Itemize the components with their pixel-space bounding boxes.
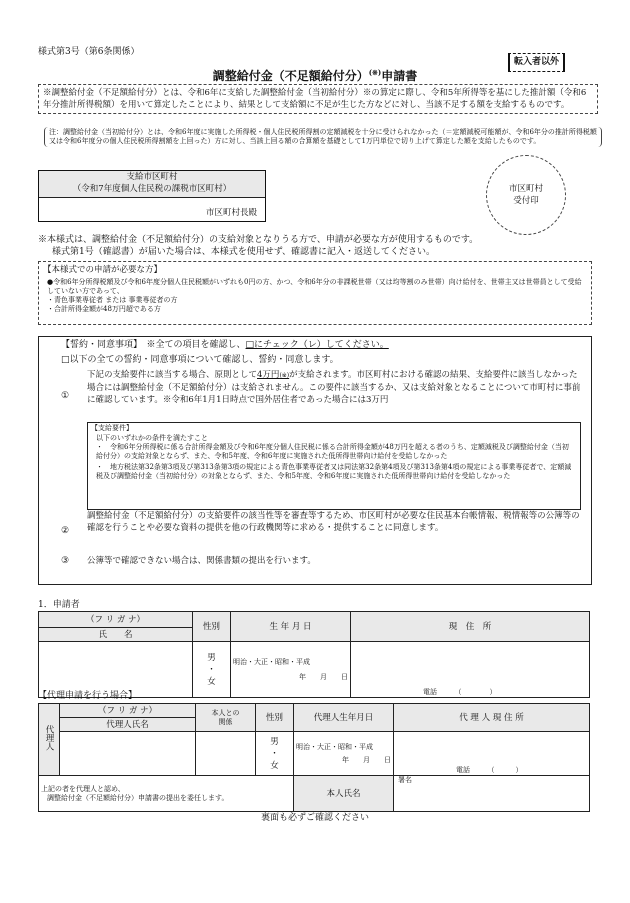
proxy-section-title: 【代理申請を行う場合】 <box>38 691 138 701</box>
proxy-phone[interactable]: 電話 （ ） <box>456 766 523 774</box>
municipality-box <box>38 170 266 222</box>
item-number-3: ③ <box>61 556 70 566</box>
requirements-detail-box <box>87 422 581 510</box>
requirement-box <box>38 261 592 325</box>
delegation-statement: 上記の者を代理人と認め、 調整給付金（不足額給付分）申請書の提出を委任します。 <box>39 776 294 812</box>
requirements-detail-item: ・ 令和6年分所得税に係る合計所得金額及び令和6年度分個人住民税に係る合計所得金額が48万円を超える者のうち、定額減税及び調整給付金（当初給付分）の支給対象とならず、また、令和5年度、令和6年度に実施された低所得世帯向け給付を受給しなかった <box>96 443 569 460</box>
requirements-detail-item: ・ 地方税法第32条第3項及び第313条第3項の規定による青色事業専従者又は同法第32条第4項及び第313条第4項の規定による事業専従者で、定額減税及び調整給付金（当初給付分）の対象とならず、また、令和5年度、令和6年度に実施された低所得世帯向け給付を受給しなかった <box>96 463 572 480</box>
notice-usage: ※本様式は、調整給付金（不足額給付分）の支給対象となりうる方で、申請が必要な方が使用するものです。 <box>38 235 479 245</box>
applicant-birth-field[interactable]: 明治・大正・昭和・平成 年 月 日 <box>231 642 351 698</box>
applicant-section-title: 1．申請者 <box>38 600 80 610</box>
form-number: 様式第3号（第6条関係） <box>38 47 140 57</box>
note: 注：調整給付金（当初給付分）とは、令和6年度に実施した所得税・個人住民税所得割の定額減税を十分に受けられなかった（＝定額減税可能額が、令和6年分の推計所得税額又は令和6年度分の個人住民税所得割額を上回った）方に対し、当該上回る額の合算額を基礎として1万円単位で切り上げて算定した額を支給したものです。 <box>44 127 602 147</box>
requirement-bullet: ・青色事業専従者 または 事業専従者の方 <box>47 296 178 304</box>
mayor-label: 市区町村長殿 <box>205 208 257 218</box>
applicant-sex-label: 性別 <box>193 612 231 642</box>
principal-signature-field[interactable] <box>394 776 590 812</box>
proxy-side-label: 代理人 <box>39 704 60 776</box>
applicant-sex-field[interactable]: 男 ・ 女 <box>193 642 231 698</box>
municipality-sub: （令和7年度個人住民税の課税市区町村） <box>72 184 232 194</box>
footer-note: 裏面も必ずご確認ください <box>260 813 369 823</box>
proxy-relation-label: 本人との 関係 <box>196 704 256 732</box>
pledge-item-2: 調整給付金（不足額給付分）の支給要件の該当性等を審査等するため、市区町村が必要な住民基本台帳情報、税情報等の公簿等の確認を行うことや必要な資料の提供を他の行政機関等に求める・提供することに同意します。 <box>87 511 580 533</box>
applicant-name-label: 氏 名 <box>39 628 193 642</box>
applicant-furigana-label: （フ リ ガ ナ） <box>39 612 193 628</box>
intro-box: ※調整給付金（不足額給付分）とは、令和6年に支給した調整給付金（当初給付分）※の算定に際し、令和5年所得等を基にした推計額（令和6年分推計所得税額）を用いて算定したことにより、結果として支給額に不足が生じた方などに対し、当該不足する額を支給するものです。 <box>38 84 598 114</box>
requirement-bullet: ●令和6年分所得税額及び令和6年度分個人住民税額がいずれも0円の方、かつ、令和6年分の非課税世帯（又は均等割のみ世帯）向け給付を、世帯主又は世帯員として受給していない方であって、 <box>47 278 582 295</box>
requirement-bullet: ・合計所得金額が48万円超である方 <box>47 305 161 313</box>
item-number-1: ① <box>61 391 70 401</box>
item-number-2: ② <box>61 526 70 536</box>
pledge-box <box>38 336 592 585</box>
pledge-item-1: 下記の支給要件に該当する場合、原則として4万円(※)が支給されます。市区町村における確認の結果、支給要件に該当しなかった場合には調整給付金（不足額給付分）は支給されません。この要件に該当するか、又は支給対象となることについて市町村に事前に確認しています。※令和6年1月1日時点で国外居住者であった場合には3万円 <box>87 370 581 405</box>
proxy-furigana-label: （フ リ ガ ナ） <box>60 704 196 718</box>
page-title: 調整給付金（不足額給付分）(※)申請書 <box>212 68 418 83</box>
proxy-sex-label: 性別 <box>256 704 294 732</box>
applicant-table <box>38 611 590 698</box>
proxy-name-label: 代理人氏名 <box>60 718 196 732</box>
applicant-birth-label: 生 年 月 日 <box>231 612 351 642</box>
municipality-label: 支給市区町村 <box>126 172 178 182</box>
requirement-heading: 【本様式での申請が必要な方】 <box>43 265 163 275</box>
notice-confirmation: 様式第1号（確認書）が届いた場合は、本様式を使用せず、確認書に記入・返送してください。 <box>52 247 436 257</box>
pledge-agree-checkbox[interactable]: □以下の全ての誓約・同意事項について確認し、誓約・同意します。 <box>61 355 339 365</box>
proxy-birth-field[interactable]: 明治・大正・昭和・平成 年 月 日 <box>294 732 394 776</box>
proxy-name-field[interactable] <box>60 732 196 776</box>
proxy-address-field[interactable] <box>394 732 590 776</box>
principal-name-label: 本人氏名 <box>294 776 394 812</box>
applicant-phone[interactable]: 電話 （ ） <box>423 688 497 696</box>
proxy-table <box>38 703 590 812</box>
proxy-birth-label: 代理人生年月日 <box>294 704 394 732</box>
applicant-address-label: 現 住 所 <box>351 612 590 642</box>
applicant-address-field[interactable] <box>351 642 590 698</box>
proxy-address-label: 代 理 人 現 住 所 <box>394 704 590 732</box>
pledge-item-3: 公簿等で確認できない場合は、関係書類の提出を行います。 <box>87 556 316 566</box>
requirements-detail-intro: 以下のいずれかの条件を満たすこと <box>96 434 208 442</box>
signature-label: 署名 <box>398 776 412 784</box>
reception-stamp: 市区町村 受付印 <box>486 155 566 235</box>
requirements-detail-title: 【支給要件】 <box>91 424 133 432</box>
proxy-sex-field[interactable]: 男 ・ 女 <box>256 732 294 776</box>
pledge-heading-row: 【誓約・同意事項】 ※全ての項目を確認し、□にチェック（レ）してください。 <box>61 340 389 350</box>
tenyu-badge: 転入者以外 <box>508 53 565 72</box>
proxy-relation-field[interactable] <box>196 732 256 776</box>
